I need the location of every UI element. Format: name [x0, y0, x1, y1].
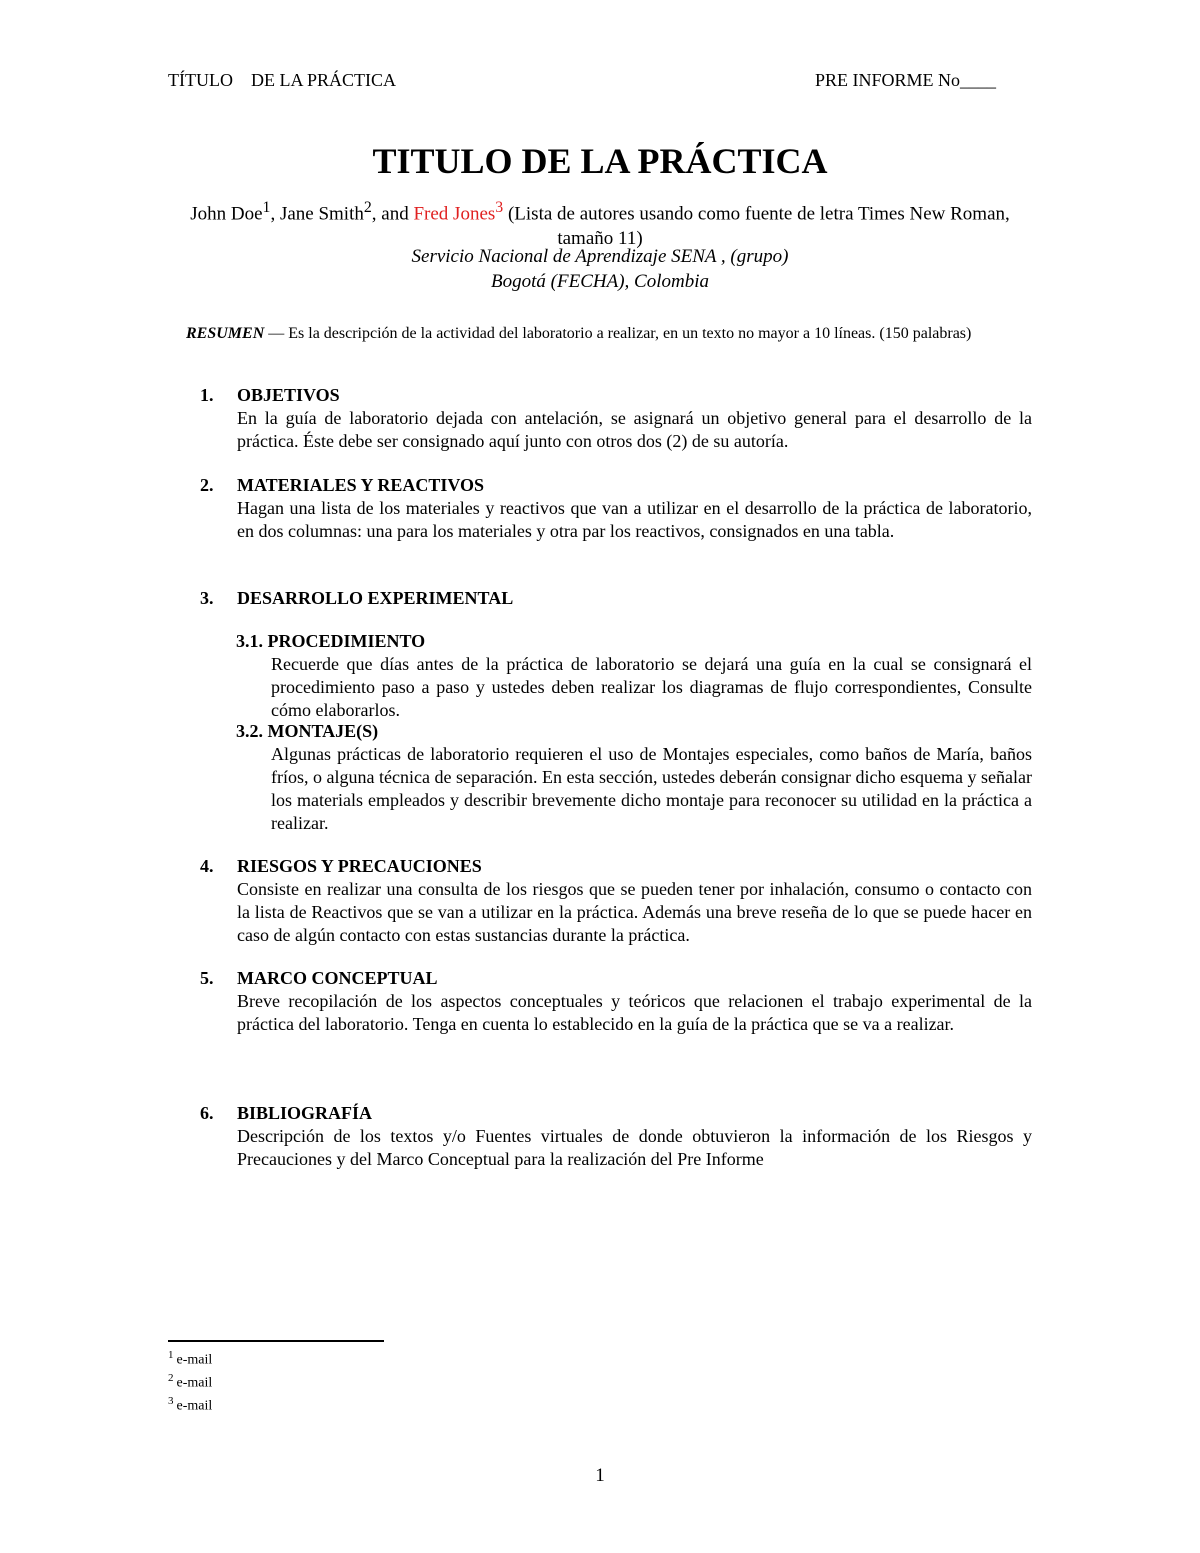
- author-3: Fred Jones: [413, 203, 496, 225]
- affiliation-institution: Servicio Nacional de Aprendizaje SENA , (grupo): [411, 246, 789, 267]
- section-number: 5.: [200, 968, 214, 988]
- section-body: Breve recopilación de los aspectos conceptuales y teóricos que relacionen el trabajo experimental de la práctica del laboratorio. Tenga en cuenta lo establecido en la guía de la práctica que se va a realizar.: [237, 991, 1032, 1034]
- author-2: , Jane Smith: [270, 203, 364, 225]
- section-number: 1.: [200, 385, 214, 405]
- abstract: [168, 323, 1032, 345]
- author-list: [168, 195, 1032, 251]
- abstract-dash: —: [264, 325, 289, 342]
- section-number: 6.: [200, 1103, 214, 1123]
- subsection-body: Algunas prácticas de laboratorio requieren el uso de Montajes especiales, como baños de María, baños fríos, o alguna técnica de separación. En esta sección, ustedes deberán consignar dicho esquema y señalar los materials empleados y describir brevemente dicho montaje para reconocer su utilidad en la práctica a realizar.: [271, 744, 1032, 833]
- section-materiales: [168, 474, 1032, 543]
- affiliation-location: Bogotá (FECHA), Colombia: [491, 271, 709, 292]
- section-body: Descripción de los textos y/o Fuentes virtuales de donde obtuvieron la información de los Riesgos y Precauciones y del Marco Conceptual para la realización del Pre Informe: [237, 1126, 1032, 1169]
- abstract-keyword: RESUMEN: [186, 325, 265, 342]
- footnote-text: e-mail: [176, 1375, 213, 1391]
- section-body: Hagan una lista de los materiales y reactivos que van a utilizar en el desarrollo de la práctica de laboratorio, en dos columnas: una para los materiales y otra par los reactivos, consignados en una tabla.: [237, 498, 1032, 541]
- author-3-mark: 3: [495, 199, 504, 216]
- section-number: 2.: [200, 475, 214, 495]
- footnote: [168, 1349, 212, 1369]
- footnote-separator: [168, 1340, 384, 1342]
- section-title: DESARROLLO EXPERIMENTAL: [237, 588, 514, 608]
- author-1-mark: 1: [262, 199, 271, 216]
- section-title: OBJETIVOS: [237, 385, 340, 405]
- section-marco-conceptual: [168, 967, 1032, 1036]
- section-number: 3.: [200, 588, 214, 608]
- section-number: 4.: [200, 856, 214, 876]
- section-title: MARCO CONCEPTUAL: [237, 968, 438, 988]
- header-right: PRE INFORME No____: [815, 70, 997, 90]
- author-2-mark: 2: [363, 199, 372, 216]
- subsection-title: 3.1. PROCEDIMIENTO: [236, 631, 426, 651]
- section-title: BIBLIOGRAFÍA: [237, 1103, 373, 1123]
- abstract-text: Es la descripción de la actividad del laboratorio a realizar, en un texto no mayor a 10 líneas. (150 palabras): [288, 325, 972, 342]
- subsection-montaje: [236, 720, 1032, 835]
- author-note: (Lista de autores usando como fuente de letra Times New Roman, tamaño 11): [503, 203, 1010, 250]
- section-title: RIESGOS Y PRECAUCIONES: [237, 856, 482, 876]
- document-title: TITULO DE LA PRÁCTICA: [372, 141, 828, 181]
- section-riesgos: [168, 855, 1032, 947]
- footnote-text: e-mail: [176, 1352, 213, 1368]
- author-1: John Doe: [190, 203, 263, 225]
- subsection-title: 3.2. MONTAJE(S): [236, 721, 379, 741]
- footnote-mark: 3: [168, 1395, 174, 1407]
- subsection-procedimiento: [236, 630, 1032, 722]
- footnote-mark: 2: [168, 1372, 174, 1384]
- subsection-body: Recuerde que días antes de la práctica de laboratorio se dejará una guía en la cual se consignará el procedimiento paso a paso y ustedes deben realizar los diagramas de flujo correspondientes, Consulte cómo elaborarlos.: [271, 654, 1032, 720]
- footnote: [168, 1372, 212, 1392]
- section-desarrollo: [168, 587, 1032, 610]
- section-body: Consiste en realizar una consulta de los riesgos que se pueden tener por inhalación, consumo o contacto con la lista de Reactivos que se van a utilizar en la práctica. Además una breve reseña de lo que se puede hacer en caso de algún contacto con estas sustancias durante la práctica.: [237, 879, 1032, 945]
- section-objetivos: [168, 384, 1032, 453]
- author-separator: , and: [371, 203, 414, 225]
- footnote-text: e-mail: [176, 1398, 213, 1414]
- section-bibliografia: [168, 1102, 1032, 1171]
- section-title: MATERIALES Y REACTIVOS: [237, 475, 485, 495]
- footnote-mark: 1: [168, 1349, 174, 1361]
- header-left: TÍTULO DE LA PRÁCTICA: [168, 70, 396, 90]
- section-body: En la guía de laboratorio dejada con antelación, se asignará un objetivo general para el desarrollo de la práctica. Éste debe ser consignado aquí junto con otros dos (2) de su autoría.: [237, 408, 1032, 451]
- page-number: 1: [595, 1465, 605, 1486]
- footnote: [168, 1395, 212, 1415]
